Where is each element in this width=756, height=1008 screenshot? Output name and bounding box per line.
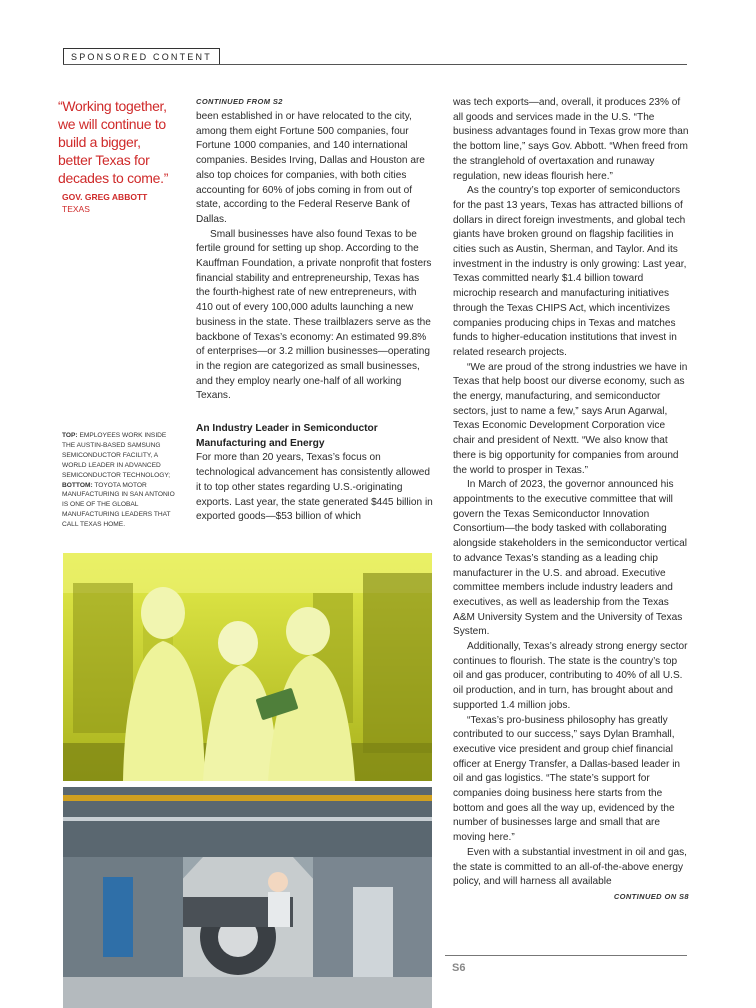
- pull-quote-title: TEXAS: [62, 204, 90, 214]
- caption-top-text: EMPLOYEES WORK INSIDE THE AUSTIN-BASED SAMSUNG SEMICONDUCTOR FACILITY, A WORLD LEADER IN ADVANCED SEMICONDUCTOR TECHNOLOGY;: [62, 432, 171, 479]
- header-rule: [63, 64, 687, 65]
- paragraph: As the country’s top exporter of semiconductors for the past 13 years, Texas has attracted billions of dollars in direct foreign investments, and global tech giants have broken ground on flagship facilities in cities such as Austin, Sherman, and Taylor. And its investment in the industry is only growing: Last year, Texas committed nearly $1.4 billion toward microchip research and manufacturing initiatives through the Texas CHIPS Act, which incentivizes companies producing chips in Texas and matches funds to higher-education institutions that invest in related research projects.: [453, 185, 687, 358]
- continued-on: CONTINUED ON S8: [613, 891, 689, 901]
- paragraph: For more than 20 years, Texas’s focus on technological advancement has consistently allowed it to top other states regarding U.S.-originating exports. Last year, the state generated $445 billion in exported goods—$53 billion of which: [196, 452, 433, 523]
- photo-caption: [62, 431, 180, 530]
- caption-bottom-label: BOTTOM:: [62, 481, 93, 489]
- paragraph: Additionally, Texas’s already strong energy sector continues to flourish. The state is the country’s top oil and gas producer, contributing to 40% of all U.S. oil production, and in turn, has brought about and supported 1.4 million jobs.: [453, 641, 688, 711]
- paragraph: Even with a substantial investment in oil and gas, the state is committed to an all-of-the-above energy policy, and will harness all available: [453, 846, 687, 888]
- paragraph: been established in or have relocated to the city, among them eight Fortune 500 companies, four Fortune 1000 companies, and 140 international companies. Besides Irving, Dallas and Houston are also top choices for companies, with both cities accounting for 60% of jobs coming in from out of state, according to the Federal Reserve Bank of Dallas.: [196, 111, 425, 225]
- pull-quote: [58, 97, 178, 215]
- pull-quote-name: GOV. GREG ABBOTT: [62, 192, 148, 202]
- paragraph: “Texas’s pro-business philosophy has greatly contributed to our success,” says Dylan Bramhall, executive vice president and group chief financial officer at Energy Transfer, a Dallas-based leader in oil and gas logistics. “The state’s support for companies doing business here starts from the bottom and goes all the way up, evidenced by the number of businesses large and small that are moving here.”: [453, 714, 681, 844]
- caption-bottom-text: TOYOTA MOTOR MANUFACTURING IN SAN ANTONIO IS ONE OF THE GLOBAL MANUFACTURING LEADERS THAT CALL TEXAS HOME.: [62, 481, 175, 529]
- article-column-1: [196, 96, 434, 525]
- cleanroom-illustration: [63, 553, 432, 781]
- paragraph: “We are proud of the strong industries we have in Texas that help boost our diverse economy, such as the energy, manufacturing, and semiconductor sectors, just to name a few,” says Arun Agarwal, Texas Economic Development Corporation vice chair and president of Nextt. “We also know that there is big opportunity for companies from around the world to prosper in Texas.”: [453, 361, 688, 476]
- pull-quote-text: “Working together, we will continue to build a bigger, better Texas for decades to come.”: [58, 98, 169, 186]
- footer-rule: [445, 955, 687, 956]
- paragraph: In March of 2023, the governor announced his appointments to the executive committee that will govern the Texas Semiconductor Innovation Consortium—the body tasked with collaborating alongside stakeholders in the semiconductor vertical to advance Texas’s standing as a leading chip manufacturer in the U.S. and abroad. Executive committee members include industry leaders and executives, as well as leadership from the Texas A&M University System and the University of Texas System.: [453, 479, 687, 638]
- article-column-2: [453, 96, 689, 905]
- paragraph: Small businesses have also found Texas to be fertile ground for setting up shop. According to the Kauffman Foundation, a private nonprofit that fosters financial stability and entrepreneurship, Texas has the fourth-highest rate of new entrepreneurs, with 410 out of every 100,000 adults launching a new business in the state. These trailblazers serve as the backbone of Texas’s economy: An estimated 99.8% of enterprises—or 3.2 million businesses—operating in the region are categorized as small businesses, and they employ nearly one-half of all working Texans.: [196, 228, 432, 402]
- paragraph: was tech exports—and, overall, it produces 23% of all goods and services made in the U.S. “The business advantages found in Texas grow more than the bottom line,” says Gov. Abbott. “When freed from the stranglehold of overtaxation and runaway regulation, new ideas flourish here.”: [453, 97, 689, 182]
- page-number: S6: [452, 962, 466, 974]
- section-subhead: An Industry Leader in Semiconductor Manufacturing and Energy: [196, 423, 378, 449]
- assembly-line-illustration: [63, 787, 432, 1008]
- caption-top-label: TOP:: [62, 432, 78, 439]
- cleanroom-photo: [63, 553, 432, 781]
- continued-from: CONTINUED FROM S2: [196, 97, 283, 106]
- sponsored-content-badge: SPONSORED CONTENT: [63, 48, 220, 65]
- assembly-line-photo: [63, 787, 432, 1008]
